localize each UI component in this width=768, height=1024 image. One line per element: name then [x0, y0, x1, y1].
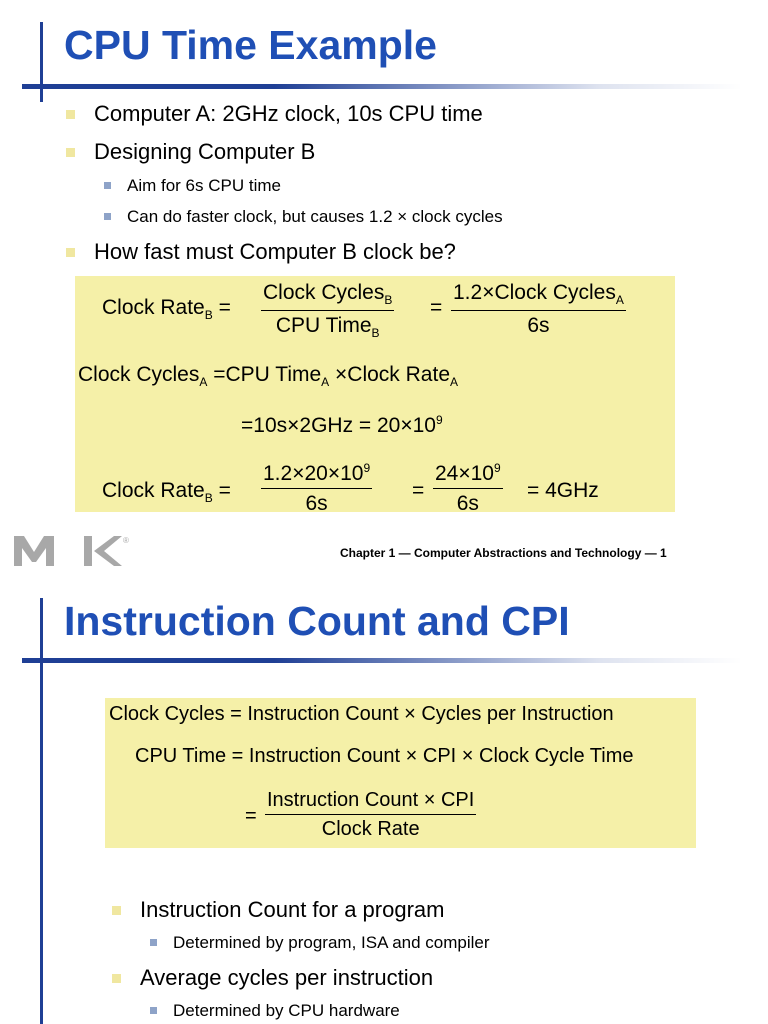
slide-title: Instruction Count and CPI	[64, 598, 570, 644]
eq4-fraction-2: $\frac{24\times 10^9}{6s}$	[435, 461, 501, 512]
eq4-equals: =	[412, 479, 425, 502]
eq3-equals: =	[245, 805, 257, 827]
slide-instruction-count-cpi	[0, 512, 768, 1024]
registered-mark: ®	[123, 536, 129, 545]
eq2: Clock Cycles$_A$ =CPU Time$_A$ ×Clock Rate$_A$	[78, 363, 459, 389]
eq-clock-cycles: Clock Cycles = Instruction Count × Cycles per Instruction	[109, 703, 614, 725]
subbullet-determined-program: Determined by program, ISA and compiler	[173, 933, 490, 952]
subbullet-faster-clock: Can do faster clock, but causes 1.2 × clock cycles	[127, 207, 503, 226]
bullet-average-cycles: Average cycles per instruction	[140, 965, 434, 990]
eq1-lhs: Clock Rate$_B$ =	[102, 296, 231, 322]
subbullet-determined-hardware: Determined by CPU hardware	[173, 1001, 400, 1020]
equation-box	[105, 698, 696, 848]
title-vertical-rule	[40, 22, 43, 102]
eq1-fraction-2: 1.2×Clock Cycles$_A$ 6s	[453, 281, 624, 337]
equation-box	[75, 276, 675, 512]
slide-title: CPU Time Example	[64, 22, 437, 68]
title-horizontal-rule	[22, 658, 742, 663]
eq1-equals: =	[430, 296, 443, 319]
bullet-instruction-count: Instruction Count for a program	[140, 897, 445, 922]
title-horizontal-rule	[22, 84, 742, 89]
eq3-fraction: Instruction Count × CPI Clock Rate	[267, 789, 475, 840]
eq4-fraction-1: $\frac{1.2\times 20\times 10^9}{6s}$	[263, 461, 371, 512]
bullet-designing-b: Designing Computer B	[94, 139, 316, 164]
eq3: $=10s\times 2GHz = 20\times 10^9$	[241, 413, 443, 437]
eq4-result: = 4GHz	[527, 479, 599, 502]
eq-cpu-time: CPU Time = Instruction Count × CPI × Clock Cycle Time	[135, 745, 634, 767]
bullet-how-fast: How fast must Computer B clock be?	[94, 239, 456, 264]
subbullet-aim: Aim for 6s CPU time	[127, 176, 281, 195]
bullet-computer-a: Computer A: 2GHz clock, 10s CPU time	[94, 101, 483, 126]
eq4-lhs: Clock Rate$_B$ =	[102, 479, 231, 505]
slide-footer: Chapter 1 — Computer Abstractions and Technology — 1	[340, 546, 667, 560]
eq1-fraction-1: Clock Cycles$_B$ CPU Time$_B$	[263, 281, 393, 340]
